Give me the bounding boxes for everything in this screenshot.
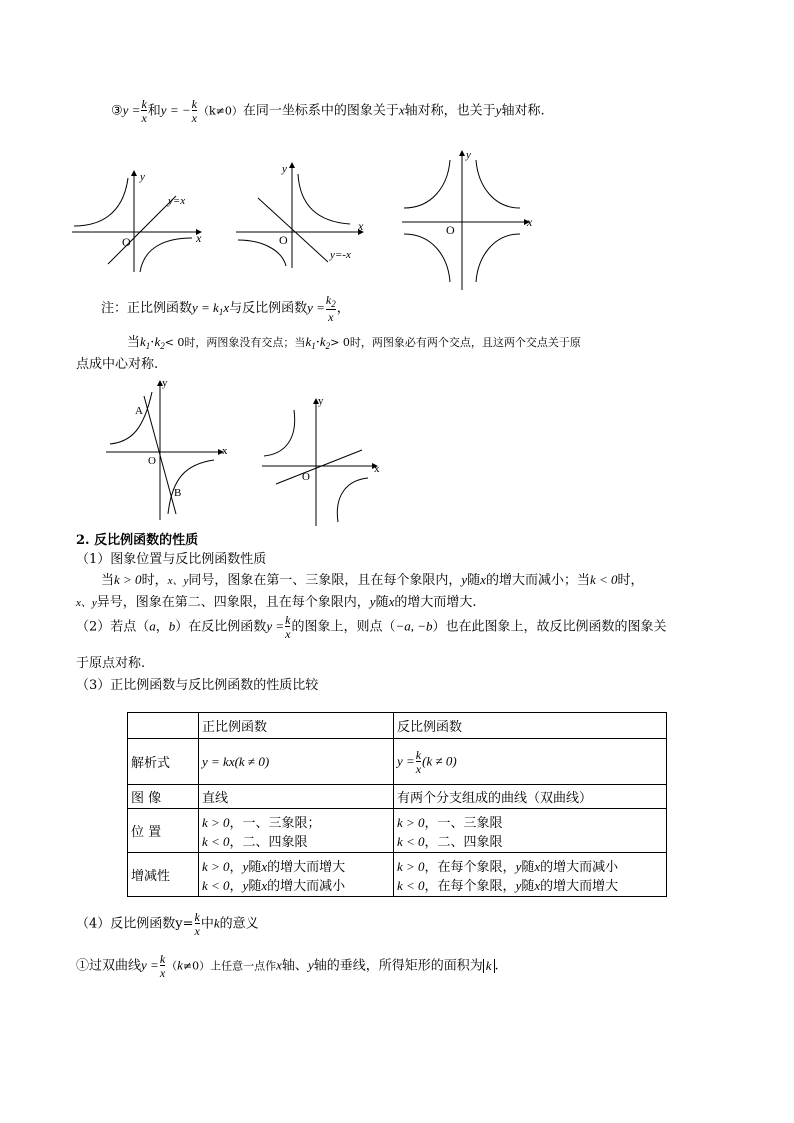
subsection-2-line-2: 于原点对称.	[76, 656, 146, 671]
var-k: k	[177, 957, 183, 973]
graph-no-intersection	[258, 392, 384, 528]
fraction-k-over-x	[195, 911, 200, 937]
var-y: y	[515, 858, 522, 874]
var-k: k	[213, 915, 220, 931]
mono-line	[397, 875, 663, 894]
subsection-2-line	[76, 614, 667, 640]
cell-direct-formula: y = kx(k ≠ 0)	[199, 739, 394, 785]
circled-number: ③	[111, 103, 123, 119]
origin-label: O	[148, 455, 156, 467]
var-x: x	[261, 877, 268, 893]
cell-inverse-formula	[394, 739, 667, 785]
text: 随	[521, 878, 535, 894]
xy: x、y	[76, 597, 97, 609]
text: ①过双曲线	[76, 958, 142, 974]
var-x: x	[398, 102, 405, 118]
condition: (k ≠ 0)	[422, 753, 457, 768]
text: 随	[521, 859, 535, 875]
sub-2-b: 2	[325, 341, 331, 351]
eq-inverse: y =	[307, 300, 325, 315]
fraction-k-over-x	[141, 98, 146, 124]
var-x: x	[388, 594, 395, 609]
text: 随	[467, 573, 481, 588]
sub-1: 1	[145, 341, 151, 351]
var-b: b	[168, 618, 176, 634]
eq-y: y =	[266, 618, 285, 634]
table-row	[128, 809, 667, 853]
graph-y-equals-neg-x-hyperbola	[232, 158, 372, 270]
text: 的意义	[219, 916, 259, 932]
eq-y2: y = −	[160, 102, 191, 118]
dot-b: ·	[315, 335, 320, 350]
frac-num	[326, 294, 336, 309]
text: ）在反比例函数	[175, 619, 267, 635]
var-y: y	[495, 102, 502, 118]
position-line	[397, 831, 663, 850]
graph-two-hyperbolas	[398, 146, 538, 292]
text: 中	[200, 916, 214, 932]
line-symmetry-statement	[111, 98, 545, 124]
table-header-direct: 正比例函数	[199, 713, 394, 739]
k-cond: k < 0	[397, 833, 425, 849]
hyperbola-branch-q1	[298, 174, 350, 224]
point-a-label: A	[135, 405, 143, 417]
y-axis-label: y	[140, 171, 145, 183]
text: ）也在此图象上，故反比例函数的图象关	[432, 619, 667, 635]
y-axis-label: y	[318, 395, 324, 407]
mono-line	[397, 856, 663, 875]
text: 轴、	[281, 958, 308, 974]
mono-line	[202, 875, 390, 894]
dot: ·	[150, 335, 155, 350]
hyperbola-branch-q2	[110, 392, 152, 444]
text: ，在每个象限，	[424, 878, 516, 894]
k-cond: k < 0	[202, 877, 230, 893]
cell-direct-position	[199, 809, 394, 853]
k-cond: k < 0	[202, 833, 230, 849]
text: 异号，图象在第二、四象限，且在每个象限内，	[96, 595, 370, 610]
eq-direct: y = k	[192, 300, 219, 315]
row-label: 图 像	[128, 785, 199, 809]
y-axis-arrow	[289, 162, 295, 168]
eq-y1: y =	[122, 102, 141, 118]
k-cond: k > 0	[202, 814, 230, 830]
text: ，一、三象限；	[229, 815, 321, 831]
xy: x、y	[167, 575, 189, 587]
note-prefix: 注：正比例函数	[101, 301, 193, 316]
y-axis-label: y	[162, 377, 168, 389]
text: 的增大而减小	[267, 878, 346, 894]
row-label: 增减性	[128, 853, 199, 897]
text: 的增大而增大.	[394, 595, 477, 610]
fraction-neg-k-over-x	[192, 98, 197, 124]
text: 同号，图象在第一、三象限，且在每个象限内，	[188, 573, 462, 588]
var-x: x	[261, 858, 268, 874]
k1-b: k	[305, 334, 312, 349]
text: ，	[229, 878, 243, 894]
hyperbola-branch-q2	[264, 410, 295, 456]
cell-direct-monotonic	[199, 853, 394, 897]
text: 随	[248, 859, 262, 875]
text: 随	[375, 595, 389, 610]
note-line-3-text: 点成中心对称.	[76, 357, 159, 372]
text: ≠0）上任意一点作	[182, 959, 277, 973]
text: 时，	[617, 573, 644, 588]
note-line-3	[76, 353, 158, 372]
text: 时，	[141, 573, 168, 588]
line-through-origin	[276, 450, 362, 484]
statement-text-3: 轴对称.	[501, 103, 545, 119]
section-2-title: 2. 反比例函数的性质	[76, 533, 199, 548]
eq-y: y =	[397, 753, 415, 768]
x-axis-label: x	[222, 445, 228, 457]
frac-num-k: k	[325, 293, 332, 307]
y-axis-label: y	[466, 149, 471, 161]
y-axis-arrow	[131, 170, 137, 176]
text: 轴的垂线，所得矩形的面积为	[313, 958, 483, 974]
table-header-inverse: 反比例函数	[394, 713, 667, 739]
eq-y: y =	[141, 957, 159, 973]
text: （	[166, 959, 178, 973]
k-cond: k > 0	[397, 858, 425, 874]
k-cond: k < 0	[397, 877, 425, 893]
period: .	[494, 958, 499, 974]
var-x: x	[534, 858, 541, 874]
when-text: 当	[127, 335, 141, 350]
var-y: y	[242, 877, 249, 893]
k2-b: k	[319, 334, 326, 349]
text: 随	[248, 878, 262, 894]
text: ，	[155, 619, 169, 635]
eq-y: y=	[175, 916, 194, 932]
greater-than-text: > 0时，两图象必有两个交点，且这两个交点关于原	[330, 336, 581, 349]
x-axis-label: x	[527, 215, 533, 229]
table-row	[128, 853, 667, 897]
position-line	[202, 812, 390, 831]
hyperbola-branch-q4	[337, 478, 368, 522]
frac-den: x	[326, 309, 336, 323]
row-label: 解析式	[128, 739, 199, 785]
var-y: y	[461, 572, 468, 587]
var-y: y	[242, 858, 249, 874]
var-x: x	[480, 572, 486, 587]
mono-line	[202, 856, 390, 875]
graph-y-equals-x-hyperbola	[68, 168, 208, 278]
frac-den: x	[194, 924, 200, 938]
var-y: y	[369, 594, 376, 609]
and-text: 和	[147, 103, 161, 119]
property-line-2	[76, 591, 477, 610]
note-mid: 与反比例函数	[229, 301, 308, 316]
hyperbola-branch-q4	[476, 234, 520, 282]
property-line-1	[101, 569, 644, 588]
text: （4）反比例函数	[76, 916, 176, 932]
frac-num: k	[141, 97, 147, 111]
y-axis-label: y	[282, 163, 287, 175]
x-axis-label: x	[374, 463, 380, 475]
text: ，二、四象限	[424, 834, 503, 850]
line-y-equals-neg-x	[258, 198, 328, 262]
line-label: y=-x	[330, 249, 351, 261]
frac-den: x	[141, 111, 147, 125]
origin-label: O	[446, 223, 455, 237]
text: ，一、三象限	[424, 815, 503, 831]
k-positive: k > 0	[114, 572, 142, 587]
origin-label: O	[279, 233, 288, 247]
subscript-1: 1	[218, 307, 224, 317]
text: 的图象上，则点（	[291, 619, 396, 635]
fraction-k-over-x	[416, 749, 421, 775]
table-row	[128, 713, 667, 739]
fraction-k2-over-x	[326, 294, 336, 323]
eq-direct-x: x	[223, 300, 230, 315]
cell-inverse-monotonic	[394, 853, 667, 897]
hyperbola-branch-q1	[476, 160, 520, 208]
note-line	[101, 294, 350, 323]
var-a: a	[149, 618, 156, 634]
frac-num: k	[415, 747, 422, 762]
condition-text: （k≠0）	[197, 104, 243, 118]
subsection-4-title	[76, 911, 259, 937]
line-label: y=x	[168, 195, 186, 207]
text: 当	[101, 573, 115, 588]
statement-text-2: 轴对称，也关于	[404, 103, 496, 119]
frac-den: x	[159, 966, 166, 980]
k-cond: k > 0	[397, 814, 425, 830]
subsection-1-title: （1）图象位置与反比例函数性质	[76, 552, 267, 567]
x-axis-label: x	[358, 219, 364, 233]
x-axis-label: x	[196, 231, 202, 245]
note-end: ，	[336, 301, 350, 316]
point-b-label: B	[174, 487, 182, 499]
subscript-2: 2	[331, 299, 336, 309]
table-row	[128, 785, 667, 809]
frac-den: x	[285, 627, 291, 641]
fraction-k-over-x	[285, 614, 290, 640]
hyperbola-branch-q2	[74, 178, 128, 226]
cell-inverse-graph: 有两个分支组成的曲线（双曲线）	[394, 785, 667, 809]
y-axis-arrow	[459, 150, 465, 156]
var-y: y	[515, 877, 522, 893]
origin-label: O	[122, 235, 131, 249]
k2: k	[154, 334, 161, 349]
var-y: y	[307, 957, 314, 973]
statement-text: 在同一坐标系中的图象关于	[242, 103, 399, 119]
table-header-empty	[128, 713, 199, 739]
text: （2）若点（	[76, 619, 150, 635]
cell-direct-graph: 直线	[199, 785, 394, 809]
frac-den: x	[191, 111, 197, 125]
hyperbola-branch-q3	[404, 234, 450, 282]
text: ，	[229, 859, 243, 875]
text: ，在每个象限，	[424, 859, 516, 875]
note-line-2	[127, 331, 581, 351]
text: 的增大而减小；当	[485, 573, 590, 588]
cell-inverse-position	[394, 809, 667, 853]
item-1	[76, 953, 499, 979]
graph-intersection-ab	[102, 374, 234, 522]
text: ，二、四象限	[229, 834, 308, 850]
frac-num: k	[191, 97, 197, 111]
fraction-k-over-x	[160, 953, 165, 979]
subsection-3-title: （3）正比例函数与反比例函数的性质比较	[76, 678, 319, 693]
text: 的增大而增大	[267, 859, 346, 875]
k1: k	[140, 334, 146, 349]
text: 的增大而增大	[540, 878, 619, 894]
hyperbola-branch-q2	[404, 160, 450, 208]
text: 的增大而减小	[540, 859, 619, 875]
var-x: x	[534, 877, 541, 893]
position-line	[397, 812, 663, 831]
sub-2: 2	[160, 341, 165, 351]
frac-num: k	[159, 952, 166, 966]
comparison-table	[127, 712, 667, 897]
var-x: x	[276, 957, 282, 973]
sub-1-b: 1	[311, 341, 316, 351]
abs-k: k	[483, 959, 495, 973]
less-than-text: < 0时，两图象没有交点；当	[164, 336, 306, 349]
origin-label: O	[302, 471, 310, 483]
hyperbola-branch-q4	[140, 238, 192, 272]
k-cond: k > 0	[202, 858, 230, 874]
position-line	[202, 831, 390, 850]
frac-num: k	[285, 613, 291, 627]
row-label: 位 置	[128, 809, 199, 853]
k-negative: k < 0	[589, 572, 618, 587]
frac-den: x	[415, 761, 422, 776]
table-row	[128, 739, 667, 785]
frac-num: k	[194, 910, 200, 924]
point-neg-a-neg-b: −a, −b	[395, 618, 433, 634]
